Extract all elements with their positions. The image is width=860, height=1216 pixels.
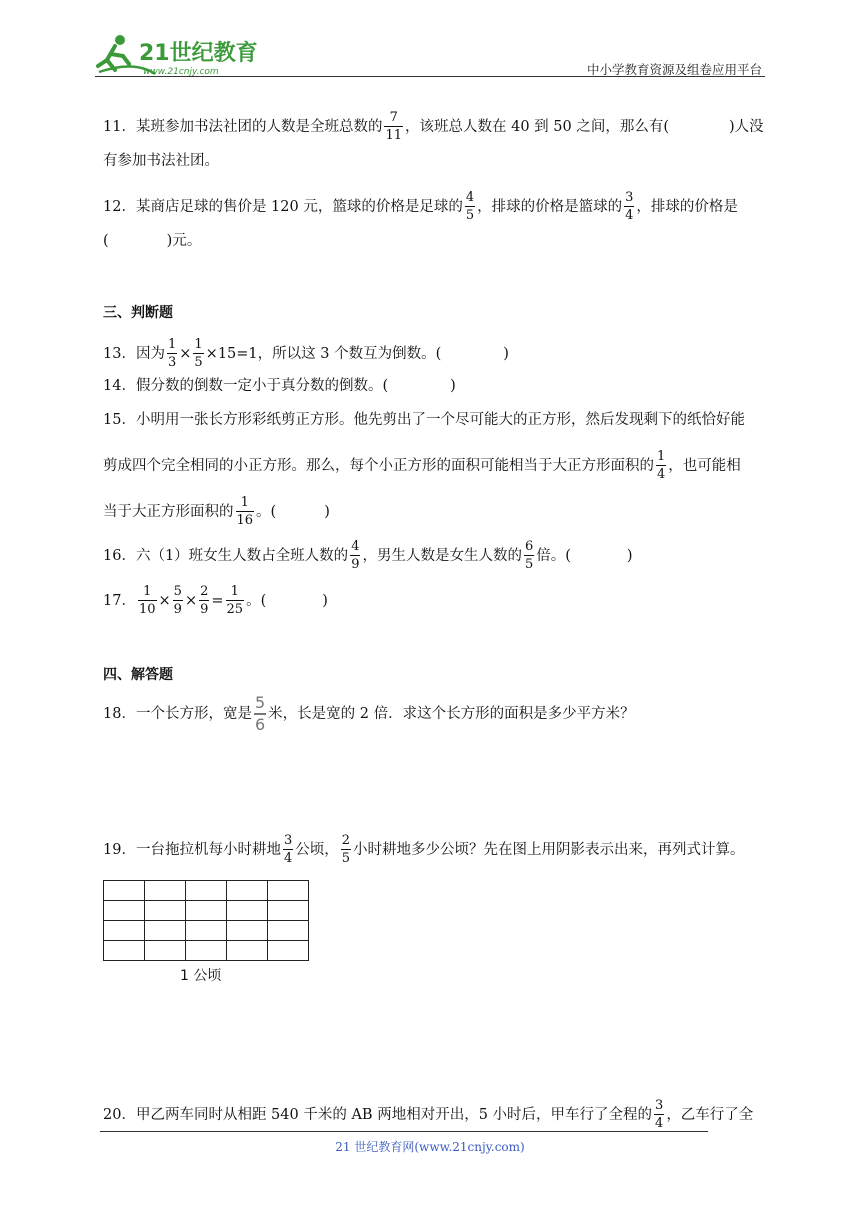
- section-3-heading: 三、判断题: [103, 305, 173, 321]
- fraction: $\frac{1}{16}$: [236, 495, 254, 528]
- footer-divider: [100, 1131, 708, 1132]
- fraction: $\frac{4}{9}$: [351, 539, 360, 572]
- site-logo: [95, 30, 265, 78]
- fraction: $\frac{1}{3}$: [167, 337, 177, 370]
- fraction: $\frac{2}{5}$: [341, 833, 351, 866]
- fraction: $\frac{1}{10}$: [138, 584, 156, 617]
- svg-text:www.21cnjy.com: www.21cnjy.com: [143, 67, 219, 77]
- fraction: $\frac{7}{11}$: [385, 110, 402, 143]
- fraction: $\frac{1}{25}$: [226, 584, 244, 617]
- section-4-heading: 四、解答题: [103, 667, 173, 683]
- question-14: 14．假分数的倒数一定小于真分数的倒数。( ): [103, 378, 456, 394]
- question-15-line-1: 15．小明用一张长方形彩纸剪正方形。他先剪出了一个尽可能大的正方形，然后发现剩下的纸恰好能: [103, 412, 745, 428]
- question-12-line-1: 12．某商店足球的售价是 120 元，篮球的价格是足球的 $\frac{4}{5}$ ，排球的价格是篮球的 $\frac{3}{4}$ ，排球的价格是: [103, 190, 738, 223]
- question-15-line-3: 当于大正方形面积的 $\frac{1}{16}$ 。( ): [103, 495, 330, 528]
- question-19: 19．一台拖拉机每小时耕地 $\frac{3}{4}$ 公顷， $\frac{2}{5}$ 小时耕地多少公顷？先在图上用阴影表示出来，再列式计算。: [103, 833, 745, 866]
- question-11-line-1: 11．某班参加书法社团的人数是全班总数的 $\frac{7}{11}$ ，该班总人数在 40 到 50 之间，那么有( )人没: [103, 110, 764, 143]
- question-11-line-2: 有参加书法社团。: [103, 153, 219, 169]
- question-17: 17． $\frac{1}{10}$ × $\frac{5}{9}$ × $\frac{2}{9}$ = $\frac{1}{25}$ 。( ): [103, 584, 328, 617]
- fraction: $\frac{5}{9}$: [173, 584, 182, 617]
- fraction: $\frac{1}{4}$: [657, 449, 666, 482]
- svg-text:21世纪教育: 21世纪教育: [139, 41, 258, 66]
- fraction: $\frac{1}{5}$: [194, 337, 203, 370]
- fraction: $\frac{3}{4}$: [625, 190, 634, 223]
- fraction: $\frac{5}{6}$: [254, 693, 266, 734]
- fraction: $\frac{6}{5}$: [524, 539, 534, 572]
- question-18: 18．一个长方形，宽是 $\frac{5}{6}$ 米，长是宽的 2 倍．求这个长方形的面积是多少平方米？: [103, 693, 635, 734]
- question-15-line-2: 剪成四个完全相同的小正方形。那么，每个小正方形的面积可能相当于大正方形面积的 $\frac{1}{4}$ ，也可能相: [103, 449, 741, 482]
- hectare-grid[interactable]: [103, 880, 309, 961]
- platform-name: 中小学教育资源及组卷应用平台: [586, 62, 762, 77]
- runner-logo-icon: [95, 30, 265, 78]
- question-13: 13．因为 $\frac{1}{3}$ × $\frac{1}{5}$ ×15=1，所以这 3 个数互为倒数。( ): [103, 337, 509, 370]
- fraction: $\frac{4}{5}$: [465, 190, 475, 223]
- grid-caption: 1 公顷: [180, 968, 222, 984]
- fraction: $\frac{2}{9}$: [200, 584, 209, 617]
- footer-link[interactable]: 21 世纪教育网(www.21cnjy.com): [335, 1140, 525, 1154]
- fraction: $\frac{3}{4}$: [283, 833, 293, 866]
- header-divider: [95, 76, 765, 77]
- question-12-line-2: ( )元。: [103, 233, 202, 249]
- fraction: $\frac{3}{4}$: [655, 1098, 664, 1131]
- question-16: 16．六（1）班女生人数占全班人数的 $\frac{4}{9}$ ，男生人数是女生人数的 $\frac{6}{5}$ 倍。( ): [103, 539, 633, 572]
- question-20: 20．甲乙两车同时从相距 540 千米的 AB 两地相对开出，5 小时后，甲车行了全程的 $\frac{3}{4}$ ，乙车行了全: [103, 1098, 754, 1131]
